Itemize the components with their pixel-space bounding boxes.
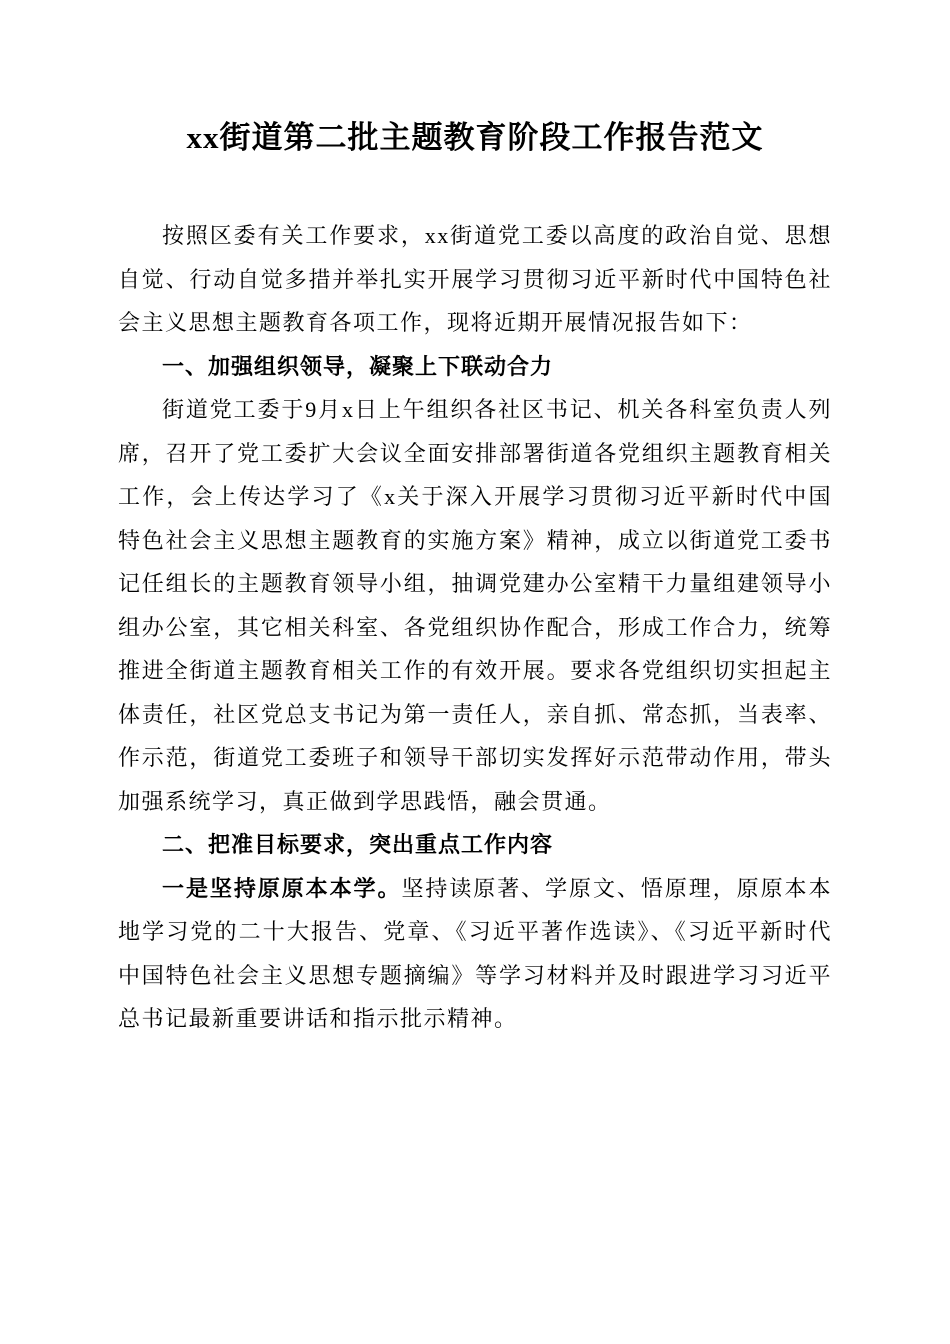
- section1-heading: 一、加强组织领导，凝聚上下联动合力: [162, 353, 554, 379]
- section2-heading: 二、把准目标要求，突出重点工作内容: [162, 832, 554, 858]
- section2-body-rest: 坚持读原著、学原文、悟原理，原原本本地学习党的二十大报告、党章、《习近平著作选读》、《习近平新时代中国特色社会主义思想专题摘编》等学习材料并及时跟进学习习近平总书记最新重要讲话和指示批示精神。: [118, 875, 832, 1032]
- section2-body: [118, 867, 832, 1041]
- document-title: xx街道第二批主题教育阶段工作报告范文: [186, 120, 764, 155]
- section1-body: 街道党工委于9月x日上午组织各社区书记、机关各科室负责人列席，召开了党工委扩大会议全面安排部署街道各党组织主题教育相关工作，会上传达学习了《x关于深入开展学习贯彻习近平新时代中国特色社会主义思想主题教育的实施方案》精神，成立以街道党工委书记任组长的主题教育领导小组，抽调党建办公室精干力量组建领导小组办公室，其它相关科室、各党组织协作配合，形成工作合力，统筹推进全街道主题教育相关工作的有效开展。要求各党组织切实担起主体责任，社区党总支书记为第一责任人，亲自抓、常态抓，当表率、作示范，街道党工委班子和领导干部切实发挥好示范带动作用，带头加强系统学习，真正做到学思践悟，融会贯通。: [118, 397, 832, 814]
- section2-body-lead: 一是坚持原原本本学。: [162, 875, 402, 901]
- intro-paragraph: 按照区委有关工作要求，xx街道党工委以高度的政治自觉、思想自觉、行动自觉多措并举扎实开展学习贯彻习近平新时代中国特色社会主义思想主题教育各项工作，现将近期开展情况报告如下：: [118, 223, 832, 336]
